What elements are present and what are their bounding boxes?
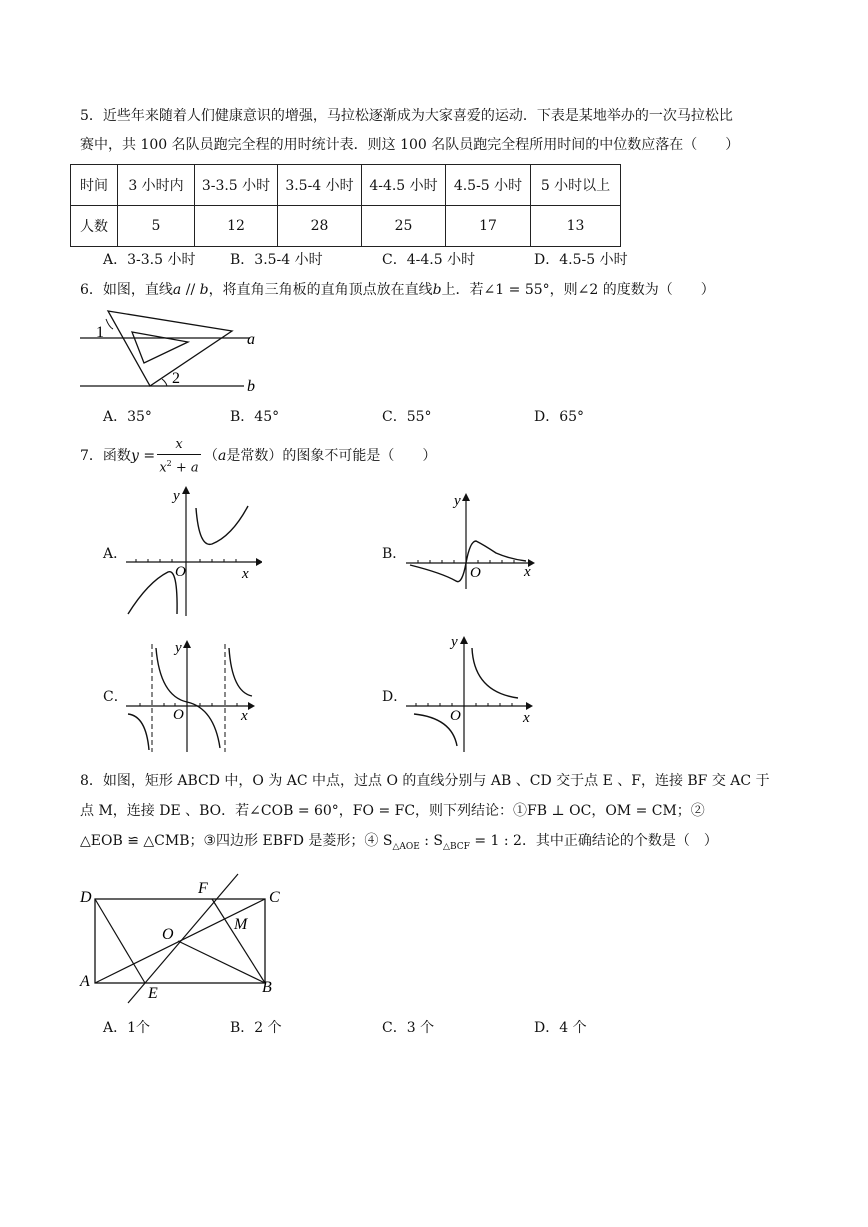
q6-var-a: a <box>172 282 182 298</box>
q7-den-rest: + a <box>171 460 199 476</box>
curve-right <box>472 648 518 698</box>
x-axis-arrow <box>248 702 255 710</box>
q7-numerator <box>157 438 201 455</box>
curve <box>410 541 526 582</box>
table-cell: 17 <box>446 206 531 247</box>
table-cell: 4-4.5 小时 <box>362 165 446 206</box>
q7-fraction <box>157 438 201 475</box>
table-cell: 5 <box>118 206 195 247</box>
y-axis-arrow <box>183 640 191 648</box>
q7-function-y <box>131 447 155 465</box>
curve-left <box>128 714 149 750</box>
q8-option-a[interactable]: A．1个 <box>103 1020 151 1036</box>
angle1-arc <box>106 319 113 329</box>
q5-option-b[interactable]: B．3.5-4 小时 <box>230 252 323 268</box>
q8-option-c[interactable]: C．3 个 <box>382 1020 435 1036</box>
q8-rectangle-figure <box>74 868 294 1008</box>
origin-label: O <box>470 565 481 581</box>
table-cell: 12 <box>195 206 278 247</box>
table-cell: 4.5-5 小时 <box>446 165 531 206</box>
curve-middle <box>156 648 220 748</box>
q6-stem-part: 上．若∠1 = 55°，则∠2 的度数为（ ） <box>441 282 715 298</box>
x-label: x <box>523 710 530 726</box>
q7-stem-part: （ <box>204 448 218 464</box>
q5-stem-line2: 赛中，共 100 名队员跑完全程的用时统计表．则这 100 名队员跑完全程所用时间的中位数应落在（ ） <box>80 137 740 153</box>
q7-graph-a[interactable] <box>122 486 262 620</box>
line-b-label: b <box>247 378 255 395</box>
q6-triangle-figure <box>76 305 276 397</box>
q6-option-a[interactable]: A．35° <box>103 409 152 425</box>
origin-label: O <box>175 564 186 580</box>
angle1-label: 1 <box>96 324 104 341</box>
table-cell: 3 小时内 <box>118 165 195 206</box>
point-e-label: E <box>148 985 158 1002</box>
q6-parallel: // <box>181 282 200 298</box>
q7-den-x: x <box>159 460 167 476</box>
q8-stem-part: = 1 : 2．其中正确结论的个数是（ ） <box>469 833 718 849</box>
line-ef <box>128 874 238 1003</box>
origin-label: O <box>173 707 184 723</box>
triangle-outer <box>108 311 232 386</box>
point-o-label: O <box>162 926 174 943</box>
y-label: y <box>451 634 458 650</box>
q7-graph-b[interactable] <box>402 491 542 591</box>
point-m-label: M <box>234 916 248 933</box>
table-row <box>71 206 621 247</box>
q7-stem-intro: 7．函数 <box>80 448 131 464</box>
q7-num-x: x <box>175 437 183 452</box>
q7-stem-rest <box>204 447 436 465</box>
curve-right <box>229 648 252 696</box>
table-cell: 3-3.5 小时 <box>195 165 278 206</box>
y-axis-arrow <box>462 493 470 501</box>
y-label: y <box>173 488 180 504</box>
q7-stem-part: 是常数）的图象不可能是（ ） <box>226 448 437 464</box>
x-label: x <box>241 708 248 724</box>
q6-stem-part: ，将直角三角板的直角顶点放在直线 <box>208 282 433 298</box>
q8-stem-part: △EOB ≌ △CMB；③四边形 EBFD 是菱形；④ S <box>80 833 393 849</box>
q7-denominator <box>157 455 201 475</box>
vertex-b-label: B <box>262 979 272 996</box>
q6-var-b2: b <box>432 282 442 298</box>
table-cell: 5 小时以上 <box>531 165 621 206</box>
x-axis-arrow <box>256 558 262 566</box>
angle2-label: 2 <box>172 370 180 387</box>
y-axis-arrow <box>460 636 468 644</box>
table-cell: 3.5-4 小时 <box>278 165 362 206</box>
q5-option-a[interactable]: A．3-3.5 小时 <box>103 252 196 268</box>
point-f-label: F <box>198 880 208 897</box>
curve-left <box>128 572 177 614</box>
q7-graph-c[interactable] <box>122 636 262 756</box>
origin-label: O <box>450 708 461 724</box>
triangle-inner <box>132 332 188 363</box>
q5-stem-line1: 5．近些年来随着人们健康意识的增强，马拉松逐渐成为大家喜爱的运动．下表是某地举办的一次马拉松比 <box>80 108 733 124</box>
q7-option-c-label[interactable]: C． <box>103 689 128 705</box>
q8-stem-line1: 8．如图，矩形 ABCD 中，O 为 AC 中点，过点 O 的直线分别与 AB 、CD 交于点 E 、F，连接 BF 交 AC 于 <box>80 773 770 789</box>
vertex-a-label: A <box>80 973 90 990</box>
q7-option-b-label[interactable]: B． <box>382 546 407 562</box>
table-cell: 28 <box>278 206 362 247</box>
q8-stem-part: : S <box>419 833 444 849</box>
q6-option-d[interactable]: D．65° <box>534 409 585 425</box>
q6-stem <box>80 281 715 299</box>
q8-option-b[interactable]: B．2 个 <box>230 1020 282 1036</box>
marathon-time-table <box>70 164 621 247</box>
table-cell: 25 <box>362 206 446 247</box>
x-axis-arrow <box>526 702 533 710</box>
q7-option-d-label[interactable]: D． <box>382 689 408 705</box>
table-cell: 人数 <box>71 206 118 247</box>
q8-stem-line2: 点 M，连接 DE 、BO．若∠COB = 60°，FO = FC，则下列结论：①FB ⊥ OC，OM = CM；② <box>80 803 705 819</box>
line-a-label: a <box>247 331 255 348</box>
q8-subscript-bcf: △BCF <box>443 841 470 852</box>
q7-den-sup: 2 <box>166 459 172 468</box>
vertex-d-label: D <box>80 889 92 906</box>
q6-option-b[interactable]: B．45° <box>230 409 280 425</box>
x-label: x <box>242 566 249 582</box>
q6-option-c[interactable]: C．55° <box>382 409 432 425</box>
curve-right <box>196 506 248 544</box>
x-label: x <box>524 564 531 580</box>
q7-equals: = <box>138 448 156 464</box>
y-axis-arrow <box>182 486 190 494</box>
q6-var-b: b <box>199 282 209 298</box>
q5-option-d[interactable]: D．4.5-5 小时 <box>534 252 628 268</box>
q7-var-a: a <box>218 448 227 464</box>
table-row <box>71 165 621 206</box>
q7-option-a-label[interactable]: A． <box>103 546 128 562</box>
q8-subscript-aoe: △AOE <box>392 841 420 852</box>
table-cell: 时间 <box>71 165 118 206</box>
q5-option-c[interactable]: C．4-4.5 小时 <box>382 252 476 268</box>
vertex-c-label: C <box>269 889 280 906</box>
q7-var-y: y <box>131 448 139 464</box>
y-label: y <box>175 640 182 656</box>
table-cell: 13 <box>531 206 621 247</box>
q8-option-d[interactable]: D．4 个 <box>534 1020 587 1036</box>
y-label: y <box>454 493 461 509</box>
angle2-arc <box>162 379 167 386</box>
q6-stem-part: 6．如图，直线 <box>80 282 173 298</box>
q7-graph-d[interactable] <box>402 630 542 756</box>
q8-stem-line3 <box>80 832 718 856</box>
